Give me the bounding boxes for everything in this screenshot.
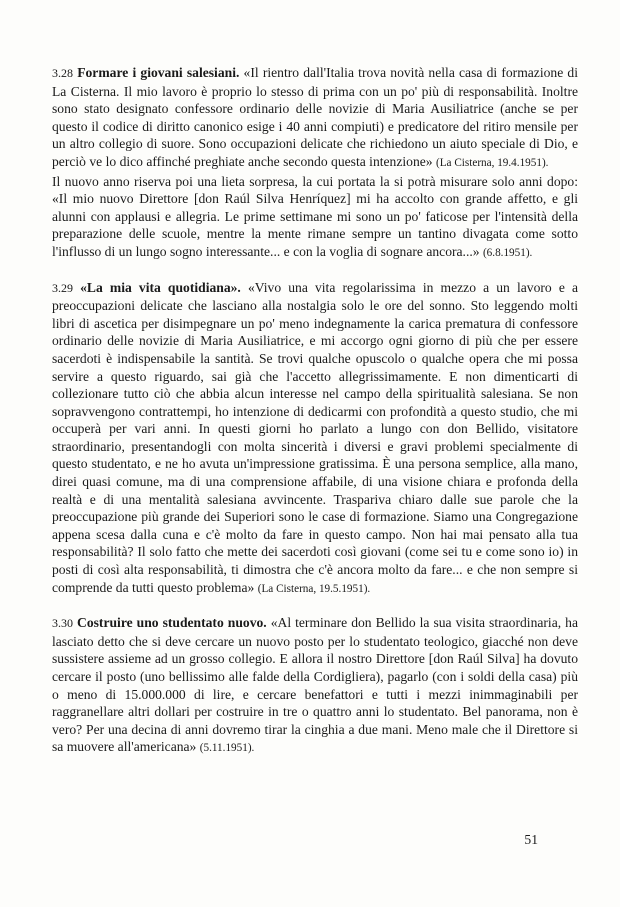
citation: (5.11.1951). [199,742,255,755]
paragraph [52,64,578,173]
paragraph [52,279,578,599]
section-number: 3.28 [52,66,73,80]
section-3-30 [52,614,578,758]
section-heading: Costruire uno studentato nuovo. [77,615,267,631]
section-body: «Al terminare don Bellido la sua visita straordinaria, ha lasciato detto che si deve cercare un nuovo posto per lo studentato teologico, giacché non deve sussistere assieme ad un grosso collegio. E allora il nostro Direttore [don Raúl Silva] ha dovuto cercare il posto (uno bellissimo alle falde della Cordigliera), pagarlo (con i soldi della casa) più o meno di 15.000.000 di lire, e cercare benefattori e tutti i mezzi inimmaginabili per raggranellare altri dollari per costruire in tre o quattro anni lo studentato. Bel panorama, non è vero? Per una decina di anni dovremo tirar la cinghia a due mani. Meno male che il Direttore si sa muovere all'americana» [52,615,578,755]
section-heading: Formare i giovani salesiani. [77,65,240,80]
citation: (La Cisterna, 19.4.1951). [436,156,549,169]
section-body: Il nuovo anno riserva poi una lieta sorpresa, la cui portata la si potrà misurare solo anni dopo: «Il mio nuovo Direttore [don Raúl Silva Henríquez] mi ha accolto con grande affetto, e gli alunni con applausi e allegria. Le prime settimane mi sono un po' faticose per l'intensità della preparazione delle scuole, mentre la mente rimane sempre un tantino divagata come sotto l'influsso di un lungo sogno interessante... e con la voglia di sognare ancora...» [52,173,578,259]
paragraph [52,614,578,758]
citation: (6.8.1951). [482,246,533,259]
section-body: «Vivo una vita regolarissima in mezzo a un lavoro e a preoccupazioni delicate che lasciano alla nostalgia solo le ore del sonno. Sto leggendo molti libri di ascetica per disimpegnare un po' meno indegnamente la carica prematura di confessore ordinario delle novizie di Maria Ausiliatrice, e mi accorgo ogni giorno di più che per essere sacerdoti è indispensabile la santità. Se trovi qualche opuscolo o qualche opera che mi possa servire a questo riguardo, sai già che l'accetto allegrissimamente. E non dimenticarti di collezionare tutto ciò che abbia alcun interesse nel campo della spiritualità salesiana. Se non sopravvengono contrattempi, ho intenzione di dedicarmi con profondità a questo studio, che mi occuperà per vari anni. In questi giorni ho parlato a lungo con don Bellido, visitatore straordinario, presentandogli con molta sincerità i diversi e gravi problemi specialmente di questo studentato, e ne ho avuta un'impressione gratissima. È una persona semplice, alla mano, direi quasi comune, ma di una comprensione affabile, di una visione chiara e profonda della realtà e di una mentalità salesiana avvincente. Traspariva chiaro dalle sue parole che la preoccupazione più grande dei Superiori sono le case di formazione. Siamo una Congregazione appena scesa dalla cuna e c'è molto da fare in questo campo. Non hai mai pensato alla tua responsabilità? Il solo fatto che mette dei sacerdoti così giovani (come sei tu e come sono io) in posti di così alta responsabilità, ti dimostra che c'è ancora molto da fare... e che non sempre si comprende da tutti questo problema» [52,279,578,595]
page-body [52,64,578,774]
page-number: 51 [524,832,538,847]
section-heading: «La mia vita quotidiana». [80,279,241,295]
section-3-28 [52,64,578,263]
citation: (La Cisterna, 19.5.1951). [257,582,371,595]
section-3-29 [52,279,578,599]
paragraph [52,173,578,263]
section-number: 3.29 [52,280,73,295]
section-body: «Il rientro dall'Italia trova novità nella casa di formazione di La Cisterna. Il mio lavoro è proprio lo stesso di prima con un po' più di responsabilità. Inoltre sono stato designato confessore ordinario delle novizie di Maria Ausiliatrice (anche se per questo il codice di diritto canonico esige i 40 anni compiuti) e predicatore del ritiro mensile per un altro collegio di suore. Sono occupazioni delicate che richiedono un aiuto speciale di Dio, e perciò ve lo dico affinché preghiate anche secondo questa intenzione» [52,65,578,169]
section-number: 3.30 [52,616,73,631]
